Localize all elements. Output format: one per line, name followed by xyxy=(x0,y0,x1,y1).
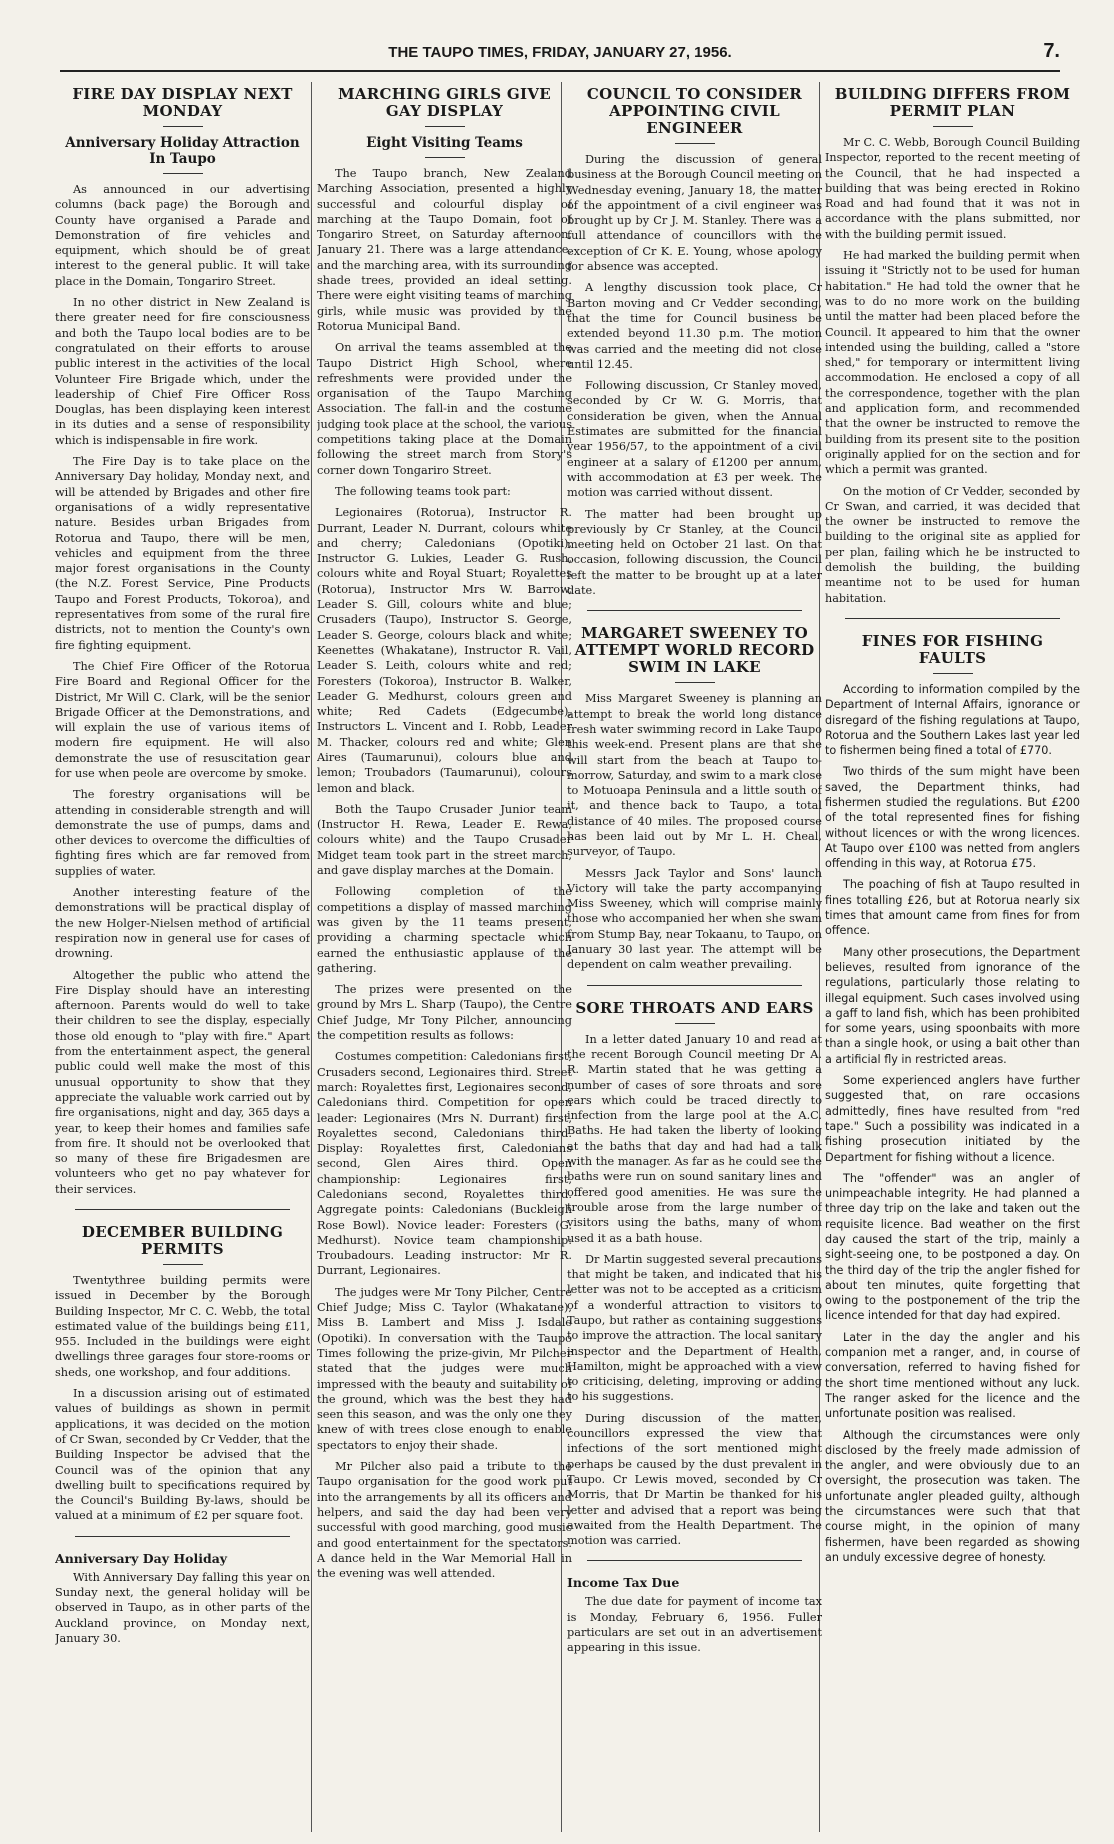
article-margaret-sweeney xyxy=(567,625,822,972)
divider xyxy=(163,126,203,127)
paragraph: Dr Martin suggested several precautions that might be taken, and indicated that his letter was not to be accepted as a criticism of a wonderful attraction to visitors to Taupo, but rather as containing suggestions to improve the attraction. The local sanitary inspector and the Department of Health, Hamilton, might be approached with a view to criticising, deleting, improving or adding to his suggestions. xyxy=(567,1252,822,1404)
paragraph: Messrs Jack Taylor and Sons' launch Victory will take the party accompanying Miss Sweeney, which will comprise mainly those who accompanied her when she swam from Stump Bay, near Tokaanu, to Taupo, on January 30 last year. The attempt will be dependent on calm weather prevailing. xyxy=(567,866,822,972)
paragraph: The Taupo branch, New Zealand Marching Association, presented a highly successful and colourful display of marching at the Taupo Domain, foot of Tongariro Street, on Saturday afternoon, January 21. There was a large attendance, and the marching area, with its surrounding shade trees, provided an ideal setting. There were eight visiting teams of marching girls, while music was provided by the Rotorua Municipal Band. xyxy=(317,167,572,333)
article-separator xyxy=(75,1536,290,1537)
paragraph: In a letter dated January 10 and read at the recent Borough Council meeting Dr A. R. Martin stated that he was getting a number of cases of sore throats and sore ears which could be traced directly to infection from the large pool at the A.C. Baths. He had taken the liberty of looking at the baths that day and had had a talk with the manager. As far as he could see the baths were run on sound sanitary lines and offered good amenities. He was sure the trouble arose from the large number of visitors using the baths, many of whom used it as a bath house. xyxy=(567,1032,822,1245)
column-3 xyxy=(567,82,822,1832)
paragraph: Miss Margaret Sweeney is planning an attempt to break the world long distance fresh water swimming record in Lake Taupo this week-end. Present plans are that she will start from the beach at Taupo to-morrow, Saturday, and swim to a mark close to Motuoapa Peninsula and a little south of it, and thence back to Taupo, a total distance of 40 miles. The proposed course has been laid out by Mr L. H. Cheal, surveyor, of Taupo. xyxy=(567,692,822,859)
paragraph: A lengthy discussion took place, Cr Barton moving and Cr Vedder seconding, that the time for Council business be extended beyond 11.30 p.m. The motion was carried and the meeting did not close until 12.45. xyxy=(567,281,822,371)
article-headline: SORE THROATS AND EARS xyxy=(575,998,814,1017)
paragraph: He had marked the building permit when issuing it "Strictly not to be used for human habitation." He had told the owner that he was to do no more work on the building until the matter had been placed before the Council. It appeared to him that the owner intended using the building, called a "store shed," for temporary or intermittent living accommodation. He enclosed a copy of all the correspondence, together with the plan and application form, and recommended that the owner be instructed to remove the building from its present site to the position originally applied for on the section and for which a permit was granted. xyxy=(825,249,1080,477)
article-december-permits xyxy=(55,1224,310,1524)
paragraph: On the motion of Cr Vedder, seconded by Cr Swan, and carried, it was decided that the owner be instructed to remove the building to the original site as applied for per plan, failing which he be instructed to demolish the building, the building meantime not to be used for human habitation. xyxy=(825,484,1080,605)
paragraph: Altogether the public who attend the Fire Display should have an interesting afternoon. Parents would do well to take their children to see the display, especially those old enough to "play with fire." Apart from the entertainment aspect, the general public could well make the most of this unusual opportunity to show that they appreciate the valuable work carried out by fire organisations, night and day, 365 days a year, to keep their homes and families safe from fire. It should not be overlooked that so many of these fire Brigadesmen are volunteers who get no pay whatever for their services. xyxy=(55,968,310,1196)
paragraph: During discussion of the matter, councillors expressed the view that infections of the sort mentioned might perhaps be caused by the dust prevalent in Taupo. Cr Lewis moved, seconded by Cr Morris, that Dr Martin be thanked for his letter and advised that a report was being awaited from the Health Department. The motion was carried. xyxy=(567,1411,822,1548)
divider xyxy=(933,673,973,674)
paragraph: In a discussion arising out of estimated values of buildings as shown in permit applications, it was decided on the motion of Cr Swan, seconded by Cr Vedder, that the Building Inspector be advised that the Council was of the opinion that any dwelling built to specifications required by the Council's Building By-laws, should be valued at a minimum of £2 per square foot. xyxy=(55,1387,310,1523)
paragraph: The Fire Day is to take place on the Anniversary Day holiday, Monday next, and will be attended by Brigades and other fire organisations of a widly representative nature. Besides urban Brigades from Rotorua and Taupo, there will be men, vehicles and equipment from the three major forest organisations in the County (the N.Z. Forest Service, Pine Products Taupo and Forest Products, Tokoroa), and representatives from some of the rural fire districts, not to mention the County's own fire fighting equipment. xyxy=(55,455,310,652)
article-headline: Income Tax Due xyxy=(567,1575,680,1591)
column-rule xyxy=(311,82,312,1832)
article-sore-throats xyxy=(567,1000,822,1549)
article-income-tax xyxy=(567,1575,822,1655)
paragraph: During the discussion of general business at the Borough Council meeting on Wednesday evening, January 18, the matter of the appointment of a civil engineer was brought up by Cr J. M. Stanley. There was a full attendance of councillors with the exception of Cr K. E. Young, whose apology for absence was accepted. xyxy=(567,153,822,274)
article-marching-girls xyxy=(317,86,572,1581)
divider xyxy=(675,143,715,144)
divider xyxy=(163,1264,203,1265)
paragraph: In no other district in New Zealand is there greater need for fire consciousness and both the Taupo local bodies are to be congratulated on their efforts to arouse public interest in the activities of the local Volunteer Fire Brigade which, under the leadership of Chief Fire Officer Ross Douglas, has been displaying keen interest in its duties and a sense of responsibility which is indispensable in fire work. xyxy=(55,296,310,447)
article-headline: MARCHING GIRLS GIVE GAY DISPLAY xyxy=(337,85,552,120)
article-headline: BUILDING DIFFERS FROM PERMIT PLAN xyxy=(834,85,1071,120)
article-headline: Anniversary Day Holiday xyxy=(55,1550,228,1566)
paragraph: The poaching of fish at Taupo resulted in fines totalling £26, but at Rotorua nearly six times that amount came from fines for from offence. xyxy=(825,878,1080,938)
paragraph: Another interesting feature of the demonstrations will be practical display of the new Holger-Nielsen method of artificial respiration now in general use for cases of drowning. xyxy=(55,886,310,961)
article-subhead: Eight Visiting Teams xyxy=(366,135,523,151)
paragraph: The following teams took part: xyxy=(335,484,511,498)
page-number: 7. xyxy=(1043,40,1060,62)
paragraph: The judges were Mr Tony Pilcher, Centre Chief Judge; Miss C. Taylor (Whakatane), Miss B. Lambert and Miss J. Isdale (Opotiki). In conversation with the Taupo Times following the prize-givin, Mr Pilcher stated that the judges were much impressed with the beauty and suitability of the ground, which was the best they had seen this season, and was the only one they knew of with trees close enough to enable spectators to enjoy their shade. xyxy=(317,1285,572,1452)
article-headline: COUNCIL TO CONSIDER APPOINTING CIVIL ENGINEER xyxy=(586,85,803,137)
article-separator xyxy=(587,1560,802,1561)
article-headline: MARGARET SWEENEY TO ATTEMPT WORLD RECORD SWIM IN LAKE xyxy=(574,624,815,677)
masthead xyxy=(60,40,1060,72)
column-2 xyxy=(317,82,572,1832)
paragraph: According to information compiled by the Department of Internal Affairs, ignorance or disregard of the fishing regulations at Taupo, Rotorua and the Southern Lakes last year led to fishermen being fined a total of £770. xyxy=(825,682,1080,758)
paragraph: Later in the day the angler and his companion met a ranger, and, in course of conversation, referred to having fished for the short time mentioned without any luck. The ranger asked for the licence and the unfortunate position was realised. xyxy=(825,1330,1080,1421)
paragraph: The due date for payment of income tax is Monday, February 6, 1956. Fuller particulars are set out in an advertisement appearing in this issue. xyxy=(567,1595,822,1655)
article-headline: DECEMBER BUILDING PERMITS xyxy=(81,1223,284,1258)
column-1 xyxy=(55,82,310,1832)
article-separator xyxy=(845,618,1060,619)
paragraph: Some experienced anglers have further suggested that, on rare occasions admittedly, fines have resulted from "red tape." Such a possibility was indicated in a fishing prosecution initiated by the Department for fishing without a licence. xyxy=(825,1074,1080,1164)
paragraph: As announced in our advertising columns (back page) the Borough and County have organised a Parade and Demonstration of fire vehicles and equipment, which should be of great interest to the general public. It will take place in the Domain, Tongariro Street. xyxy=(55,183,310,288)
column-4 xyxy=(825,82,1080,1832)
paragraph: The forestry organisations will be attending in considerable strength and will demonstrate the use of pumps, dams and other devices to overcome the difficulties of fighting fires which are far removed from supplies of water. xyxy=(55,788,310,878)
paragraph: The "offender" was an angler of unimpeachable integrity. He had planned a three day trip on the lake and taken out the requisite licence. Bad weather on the first day caused the start of the trip, mainly a sight-seeing one, to be postponed a day. On the third day of the trip the angler fished for about ten minutes, quite forgetting that owing to the postponement of the trip the licence intended for that day had expired. xyxy=(825,1171,1080,1323)
article-fire-day xyxy=(55,86,310,1197)
article-headline: FINES FOR FISHING FAULTS xyxy=(861,631,1044,667)
paragraph: With Anniversary Day falling this year on Sunday next, the general holiday will be observed in Taupo, as in other parts of the Auckland province, on Monday next, January 30. xyxy=(55,1570,310,1645)
divider xyxy=(675,682,715,683)
article-separator xyxy=(587,985,802,986)
paragraph: Twentythree building permits were issued in December by the Borough Building Inspector, Mr C. C. Webb, the total estimated value of the buildings being £11, 955. Included in the buildings were eight dwellings three garages four store-rooms or sheds, one workshop, and four additions. xyxy=(55,1274,310,1379)
divider xyxy=(425,126,465,127)
article-council-engineer xyxy=(567,86,822,598)
paragraph: On arrival the teams assembled at the Taupo District High School, where refreshments were provided under the organisation of the Taupo Marching Association. The fall-in and the costume judging took place at the school, the various competitions taking place at the Domain following the street march from Story's corner down Tongariro Street. xyxy=(317,341,572,477)
paragraph: Although the circumstances were only disclosed by the freely made admission of the angler, and were obviously due to an oversight, the prosecution was taken. The unfortunate angler pleaded guilty, although the circumstances were such that that course might, in the opinion of many fishermen, have been regarded as showing an unduly excessive degree of honesty. xyxy=(825,1428,1080,1564)
paragraph: Legionaires (Rotorua), Instructor R. Durrant, Leader N. Durrant, colours white and cherry; Caledonians (Opotiki), Instructor G. Lukies, Leader G. Rush, colours white and Royal Stuart; Royalettes (Rotorua), Instructor Mrs W. Barrow, Leader S. Gill, colours white and blue; Crusaders (Taupo), Instructor S. George, Leader S. George, colours black and white; Keenettes (Whakatane), Instructor R. Vail, Leader S. Leith, colours white and red; Foresters (Tokoroa), Instructor B. Walker, Leader G. Medhurst, colours green and white; Red Cadets (Edgecumbe), Instructors L. Vincent and I. Robb, Leader M. Thacker, colours red and white; Glen Aires (Taumarunui), colours blue and lemon; Troubadors (Taumarunui), colours lemon and black. xyxy=(317,506,572,795)
newspaper-title: THE TAUPO TIMES, FRIDAY, JANUARY 27, 1956. xyxy=(388,44,732,61)
paragraph: The Chief Fire Officer of the Rotorua Fire Board and Regional Officer for the District, Mr Will C. Clark, will be the senior Brigade Officer at the Demonstrations, and will explain the use of various items of modern fire equipment. He will also demonstrate the use of resuscitation gear for use when peole are overcome by smoke. xyxy=(55,659,310,780)
paragraph: Mr Pilcher also paid a tribute to the Taupo organisation for the good work put into the arrangements by all its officers and helpers, and said the day had been very successful with good marching, good music and good entertainment for the spectators. A dance held in the War Memorial Hall in the evening was well attended. xyxy=(317,1460,572,1581)
paragraph: Costumes competition: Caledonians first, Crusaders second, Legionaires third. Street march: Royalettes first, Legionaires second, Caledonians third. Competition for open leader: Legionaires (Mrs N. Durrant) first, Royalettes second, Caledonians third. Display: Royalettes first, Caledonians second, Glen Aires third. Open championship: Legionaires first, Caledonians second, Royalettes third. Aggregate points: Caledonians (Buckleigh Rose Bowl). Novice leader: Foresters (G. Medhurst). Novice team championship: Troubadours. Leading instructor: Mr R. Durrant, Legionaires. xyxy=(317,1050,572,1278)
article-separator xyxy=(587,610,802,611)
article-fishing-fines xyxy=(825,633,1080,1565)
article-building-differs xyxy=(825,86,1080,606)
paragraph: Many other prosecutions, the Department believes, resulted from ignorance of the regulations, particularly those relating to illegal equipment. Such cases involved using a gaff to land fish, which has been prohibited for some years, using spoonbaits with more than a single hook, or using a bait other than a artificial fly in restricted areas. xyxy=(825,945,1080,1066)
paragraph: Two thirds of the sum might have been saved, the Department thinks, had fishermen studied the regulations. But £200 of the total represented fines for fishing without licences or with the wrong licences. At Taupo over £100 was netted from anglers offending in this way, at Rotorua £75. xyxy=(825,765,1080,871)
paragraph: The matter had been brought up previously by Cr Stanley, at the Council meeting held on October 21 last. On that occasion, following discussion, the Council left the matter to be brought up at a later date. xyxy=(567,507,822,598)
article-anniversary-holiday xyxy=(55,1551,310,1646)
paragraph: The prizes were presented on the ground by Mrs L. Sharp (Taupo), the Centre Chief Judge, Mr Tony Pilcher, announcing the competition results as follows: xyxy=(317,983,572,1043)
article-headline: FIRE DAY DISPLAY NEXT MONDAY xyxy=(72,85,293,120)
article-subhead: Anniversary Holiday Attraction In Taupo xyxy=(65,135,300,167)
divider xyxy=(933,126,973,127)
article-separator xyxy=(75,1209,290,1210)
paragraph: Following completion of the competitions a display of massed marching was given by the 11 teams present, providing a charming spectacle which earned the enthusiastic applause of the gathering. xyxy=(317,885,572,975)
divider xyxy=(675,1023,715,1024)
paragraph: Both the Taupo Crusader Junior team (Instructor H. Rewa, Leader E. Rewa, colours white) and the Taupo Crusader Midget team took part in the street march, and gave display marches at the Domain. xyxy=(317,802,572,878)
paragraph: Following discussion, Cr Stanley moved, seconded by Cr W. G. Morris, that consideration be given, when the Annual Estimates are submitted for the financial year 1956/57, to the appointment of a civil engineer at a salary of £1200 per annum, with accommodation at £3 per week. The motion was carried without dissent. xyxy=(567,379,822,500)
paragraph: Mr C. C. Webb, Borough Council Building Inspector, reported to the recent meeting of the Council, that he had inspected a building that was being erected in Rokino Road and had found that it was not in accordance with the plans submitted, nor with the building permit issued. xyxy=(825,136,1080,241)
divider xyxy=(163,173,203,174)
divider xyxy=(425,157,465,158)
